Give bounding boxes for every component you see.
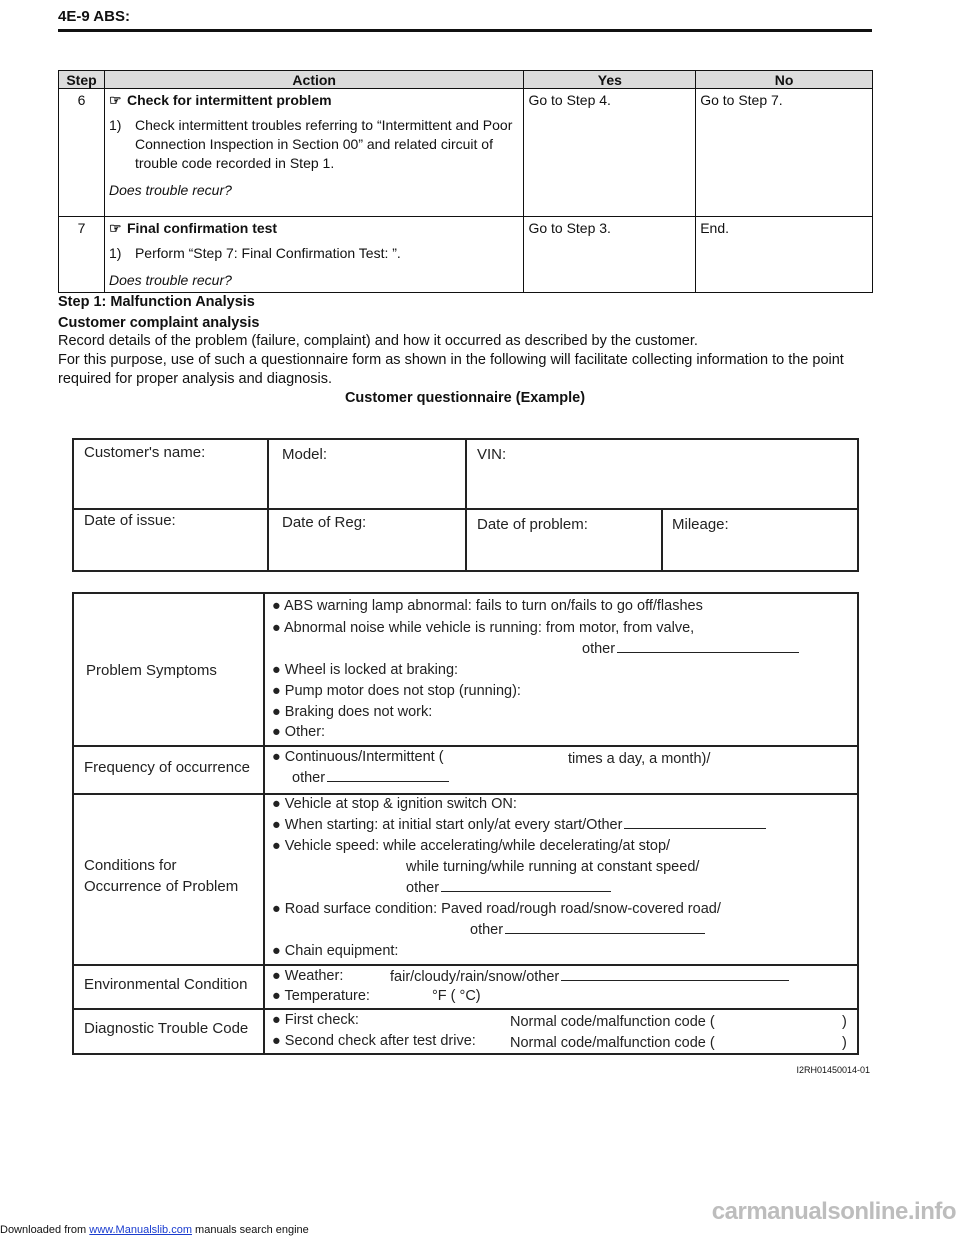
substep-number: 1) (108, 117, 122, 133)
temperature-units: °F ( °C) (432, 988, 481, 1004)
symptom-item: ● Other: (272, 724, 326, 740)
substep-text: Check intermittent troubles referring to “Intermittent and Poor Connection Inspection in Section 00” and related circuit of trouble code recorded in Step 1. (134, 117, 513, 171)
symptoms-form (72, 592, 859, 1055)
page-header: 4E-9 ABS: (58, 8, 130, 25)
table-row (59, 217, 873, 293)
blank-line (561, 972, 789, 981)
pointing-hand-icon: ☞ (108, 220, 122, 236)
question-text: Does trouble recur? (108, 272, 232, 288)
dtc-close-paren: ) (842, 1014, 847, 1030)
footer (0, 1224, 309, 1236)
condition-item: other (406, 880, 611, 896)
figure-title: Customer questionnaire (Example) (344, 390, 586, 406)
action-cell (104, 89, 523, 217)
dtc-close-paren: ) (842, 1035, 847, 1051)
frequency-other: other (292, 770, 449, 786)
dtc-second-check: ● Second check after test drive: (272, 1033, 476, 1049)
manualslib-link[interactable]: www.Manualslib.com (89, 1224, 192, 1236)
action-title: Final confirmation test (126, 220, 278, 236)
condition-item: ● When starting: at initial start only/at every start/Other (272, 817, 766, 833)
footer-suffix: manuals search engine (195, 1224, 309, 1236)
dtc-first-check: ● First check: (272, 1012, 359, 1028)
action-cell (104, 217, 523, 293)
vin-label: VIN: (477, 446, 507, 463)
dtc-code-text: Normal code/malfunction code ( (510, 1035, 715, 1051)
mileage-label: Mileage: (672, 516, 729, 533)
symptom-item: ● Pump motor does not stop (running): (272, 683, 521, 699)
footer-prefix: Downloaded from (0, 1224, 87, 1236)
condition-item: ● Chain equipment: (272, 943, 399, 959)
question-text: Does trouble recur? (108, 182, 232, 198)
no-cell: End. (696, 217, 873, 293)
step-number: 7 (59, 217, 105, 293)
col-header-no: No (696, 71, 873, 89)
date-of-reg-label: Date of Reg: (282, 514, 367, 531)
model-label: Model: (282, 446, 328, 463)
date-of-problem-label: Date of problem: (477, 516, 588, 533)
no-cell: Go to Step 7. (696, 89, 873, 217)
condition-item: while turning/while running at constant speed/ (406, 859, 700, 875)
condition-item: ● Vehicle speed: while accelerating/while decelerating/at stop/ (272, 838, 671, 854)
col-header-yes: Yes (524, 71, 696, 89)
symptom-item: other (582, 641, 799, 657)
step-number: 6 (59, 89, 105, 217)
symptom-item: ● Braking does not work: (272, 704, 433, 720)
customer-name-label: Customer's name: (84, 444, 206, 461)
substep-number: 1) (108, 245, 122, 261)
condition-item: ● Vehicle at stop & ignition switch ON: (272, 796, 517, 812)
problem-symptoms-label: Problem Symptoms (86, 662, 217, 679)
date-of-issue-label: Date of issue: (84, 512, 176, 529)
substep-text: Perform “Step 7: Final Confirmation Test: ”. (134, 245, 401, 261)
dtc-label: Diagnostic Trouble Code (84, 1020, 249, 1037)
table-header-row (59, 71, 873, 89)
paragraph-2: For this purpose, use of such a questionnaire form as shown in the following will facilitate collecting information to the point required for proper analysis and diagnosis. (58, 352, 844, 387)
frequency-item: times a day, a month)/ (568, 751, 711, 767)
action-title: Check for intermittent problem (126, 92, 332, 108)
section-heading: Step 1: Malfunction Analysis (58, 294, 255, 310)
header-rule (58, 29, 872, 32)
temperature-label: ● Temperature: (272, 988, 370, 1004)
watermark: carmanualsonline.info (711, 1198, 956, 1225)
environment-label: Environmental Condition (84, 976, 248, 993)
condition-item: other (470, 922, 705, 938)
weather-values: fair/cloudy/rain/snow/other (390, 969, 789, 985)
conditions-label-line2: Occurrence of Problem (84, 878, 239, 895)
blank-line (617, 644, 799, 653)
section-subheading: Customer complaint analysis (58, 315, 260, 331)
weather-label: ● Weather: (272, 968, 344, 984)
condition-item: ● Road surface condition: Paved road/rough road/snow-covered road/ (272, 901, 721, 917)
conditions-label-line1: Conditions for (84, 857, 177, 874)
blank-line (505, 925, 705, 934)
symptom-item: ● ABS warning lamp abnormal: fails to turn on/fails to go off/flashes (272, 598, 703, 614)
paragraph-1: Record details of the problem (failure, complaint) and how it occurred as described by the customer. (58, 333, 698, 349)
blank-line (624, 820, 766, 829)
symptom-item: ● Abnormal noise while vehicle is running: from motor, from valve, (272, 620, 695, 636)
symptom-item: ● Wheel is locked at braking: (272, 662, 459, 678)
dtc-code-text: Normal code/malfunction code ( (510, 1014, 715, 1030)
yes-cell: Go to Step 3. (524, 217, 696, 293)
col-header-step: Step (59, 71, 105, 89)
steps-table (58, 70, 873, 293)
col-header-action: Action (104, 71, 523, 89)
blank-line (441, 883, 611, 892)
pointing-hand-icon: ☞ (108, 92, 122, 108)
yes-cell: Go to Step 4. (524, 89, 696, 217)
frequency-item: ● Continuous/Intermittent ( (272, 749, 444, 765)
frequency-label: Frequency of occurrence (84, 759, 250, 776)
blank-line (327, 773, 449, 782)
table-row (59, 89, 873, 217)
customer-info-form (72, 438, 859, 572)
figure-code: I2RH01450014-01 (796, 1065, 870, 1075)
